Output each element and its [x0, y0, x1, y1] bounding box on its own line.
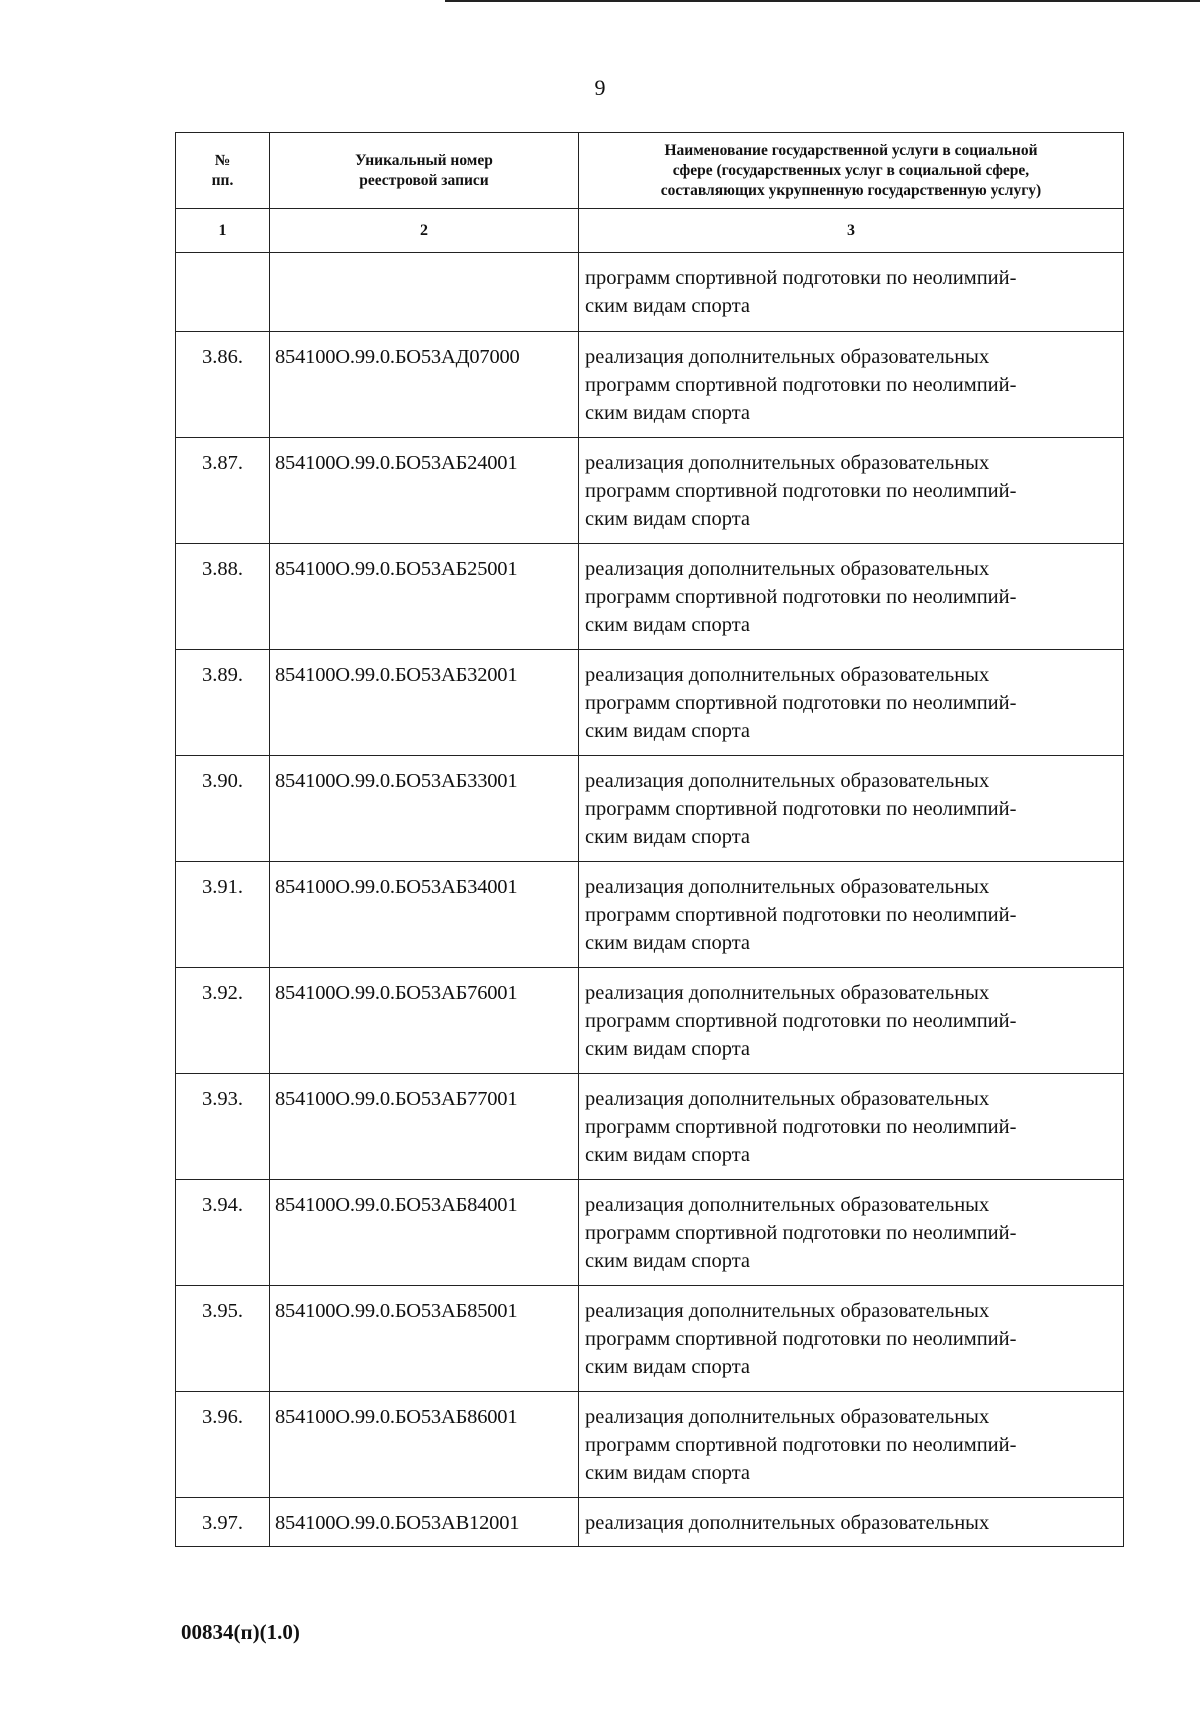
row-number: 3.89.: [176, 650, 270, 756]
service-name-line: ским видам спорта: [585, 1250, 751, 1272]
registry-code: 854100О.99.0.БО53АБ33001: [270, 756, 579, 862]
service-name-line: реализация дополнительных образовательных: [585, 1300, 990, 1322]
service-name-line: программ спортивной подготовки по неолимпий-: [585, 692, 1017, 714]
row-number: 3.87.: [176, 438, 270, 544]
header-line: пп.: [211, 171, 234, 189]
registry-code: [270, 253, 579, 332]
service-name-line: ским видам спорта: [585, 1144, 751, 1166]
service-name: [579, 650, 1124, 756]
registry-code: 854100О.99.0.БО53АБ84001: [270, 1180, 579, 1286]
page-number: 9: [594, 75, 606, 100]
registry-code: 854100О.99.0.БО53АБ76001: [270, 968, 579, 1074]
service-name-line: программ спортивной подготовки по неолимпий-: [585, 1010, 1017, 1032]
service-name-line: программ спортивной подготовки по неолимпий-: [585, 1116, 1017, 1138]
row-number: 3.86.: [176, 332, 270, 438]
service-name: [579, 1392, 1124, 1498]
registry-code: 854100О.99.0.БО53АБ25001: [270, 544, 579, 650]
header-line: сфере (государственных услуг в социальной сфере,: [672, 161, 1030, 179]
service-name: [579, 253, 1124, 332]
service-name-line: программ спортивной подготовки по неолимпий-: [585, 904, 1017, 926]
row-number: [176, 253, 270, 332]
registry-code: 854100О.99.0.БО53АБ32001: [270, 650, 579, 756]
service-name-line: программ спортивной подготовки по неолимпий-: [585, 586, 1017, 608]
table-row: [176, 438, 1124, 544]
row-number: 3.90.: [176, 756, 270, 862]
service-name-line: ским видам спорта: [585, 932, 751, 954]
service-name-line: ским видам спорта: [585, 508, 751, 530]
service-name-line: реализация дополнительных образовательных: [585, 558, 990, 580]
service-name-line: программ спортивной подготовки по неолимпий-: [585, 480, 1017, 502]
service-name-line: реализация дополнительных образовательных: [585, 770, 990, 792]
service-name-line: реализация дополнительных образовательных: [585, 664, 990, 686]
service-name-line: ским видам спорта: [585, 720, 751, 742]
service-name: [579, 544, 1124, 650]
document-form-code: 00834(п)(1.0): [181, 1620, 300, 1644]
header-line: №: [214, 151, 231, 169]
registry-code: 854100О.99.0.БО53АБ77001: [270, 1074, 579, 1180]
registry-code: 854100О.99.0.БО53АВ12001: [270, 1498, 579, 1547]
header-col-number: [176, 133, 270, 209]
table-body: [176, 253, 1124, 1547]
service-name-line: реализация дополнительных образовательных: [585, 876, 990, 898]
service-name-line: программ спортивной подготовки по неолимпий-: [585, 1222, 1017, 1244]
header-line: Наименование государственной услуги в социальной: [664, 141, 1038, 159]
service-name-line: ским видам спорта: [585, 1462, 751, 1484]
service-name: [579, 968, 1124, 1074]
service-name-line: программ спортивной подготовки по неолимпий-: [585, 374, 1017, 396]
header-line: составляющих укрупненную государственную услугу): [660, 181, 1042, 199]
registry-code: 854100О.99.0.БО53АБ86001: [270, 1392, 579, 1498]
header-col-service-name: [579, 133, 1124, 209]
service-name-line: ским видам спорта: [585, 614, 751, 636]
service-name-line: реализация дополнительных образовательных: [585, 982, 990, 1004]
table-row: [176, 862, 1124, 968]
table-header-row: [176, 133, 1124, 209]
registry-code: 854100О.99.0.БО53АБ85001: [270, 1286, 579, 1392]
table-row: [176, 1074, 1124, 1180]
registry-code: 854100О.99.0.БО53АБ24001: [270, 438, 579, 544]
table-row: [176, 1180, 1124, 1286]
service-name-line: программ спортивной подготовки по неолимпий-: [585, 1328, 1017, 1350]
service-name: [579, 1498, 1124, 1547]
header-line: Уникальный номер: [355, 151, 493, 169]
top-edge-rule: [445, 0, 1200, 2]
service-name-line: ским видам спорта: [585, 295, 751, 317]
service-name-line: ским видам спорта: [585, 826, 751, 848]
service-name: [579, 332, 1124, 438]
header-line: реестровой записи: [359, 171, 489, 189]
table-row: [176, 1498, 1124, 1547]
service-name-line: программ спортивной подготовки по неолимпий-: [585, 1434, 1017, 1456]
row-number: 3.95.: [176, 1286, 270, 1392]
service-name: [579, 1180, 1124, 1286]
column-number: 2: [270, 209, 579, 253]
service-name-line: программ спортивной подготовки по неолимпий-: [585, 267, 1017, 289]
service-name-line: реализация дополнительных образовательных: [585, 346, 990, 368]
table-row: [176, 332, 1124, 438]
service-name-line: ским видам спорта: [585, 1038, 751, 1060]
row-number: 3.92.: [176, 968, 270, 1074]
table-row: [176, 650, 1124, 756]
service-name-line: реализация дополнительных образовательных: [585, 1512, 990, 1534]
column-number: 1: [176, 209, 270, 253]
service-name-line: реализация дополнительных образовательных: [585, 1406, 990, 1428]
service-name-line: реализация дополнительных образовательных: [585, 1088, 990, 1110]
table-row: [176, 756, 1124, 862]
table-row: [176, 1286, 1124, 1392]
service-name-line: ским видам спорта: [585, 1356, 751, 1378]
table-row: [176, 544, 1124, 650]
registry-table: [175, 132, 1124, 1547]
service-name-line: ским видам спорта: [585, 402, 751, 424]
registry-code: 854100О.99.0.БО53АБ34001: [270, 862, 579, 968]
row-number: 3.96.: [176, 1392, 270, 1498]
service-name: [579, 862, 1124, 968]
row-number: 3.88.: [176, 544, 270, 650]
column-number: 3: [579, 209, 1124, 253]
row-number: 3.93.: [176, 1074, 270, 1180]
service-name: [579, 438, 1124, 544]
registry-code: 854100О.99.0.БО53АД07000: [270, 332, 579, 438]
table-row: [176, 968, 1124, 1074]
header-col-registry-number: [270, 133, 579, 209]
table-row-continuation: [176, 253, 1124, 332]
column-numbers-row: [176, 209, 1124, 253]
table-row: [176, 1392, 1124, 1498]
service-name: [579, 1074, 1124, 1180]
row-number: 3.97.: [176, 1498, 270, 1547]
service-name-line: реализация дополнительных образовательных: [585, 452, 990, 474]
service-name: [579, 1286, 1124, 1392]
service-name-line: программ спортивной подготовки по неолимпий-: [585, 798, 1017, 820]
row-number: 3.91.: [176, 862, 270, 968]
service-name: [579, 756, 1124, 862]
row-number: 3.94.: [176, 1180, 270, 1286]
service-name-line: реализация дополнительных образовательных: [585, 1194, 990, 1216]
